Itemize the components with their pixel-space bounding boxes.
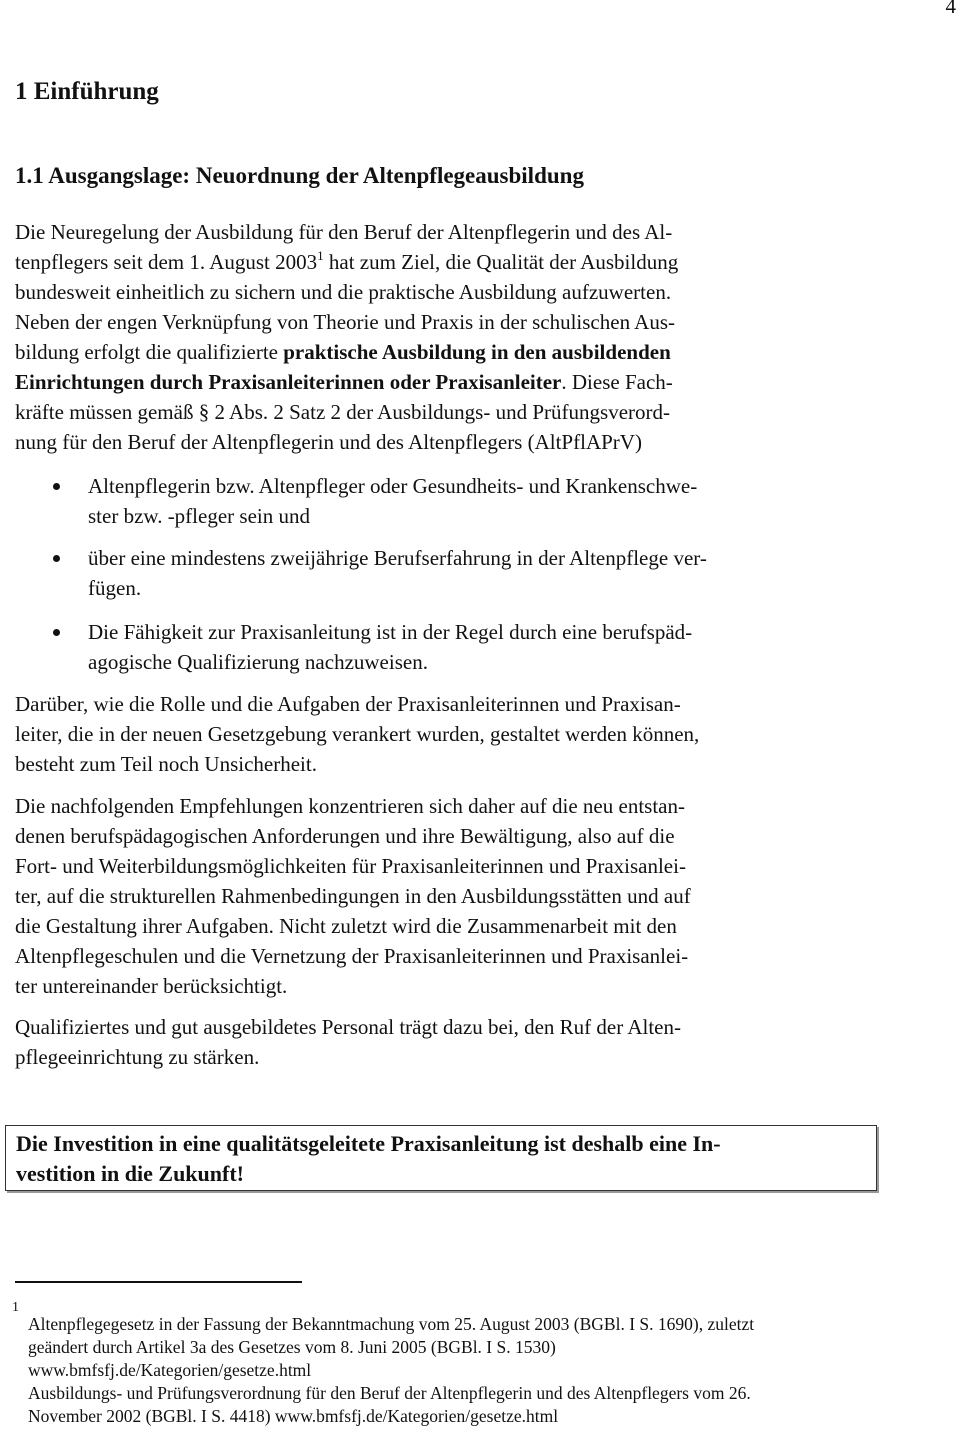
text-run: hat zum Ziel, die Qualität der Ausbildung	[323, 250, 679, 274]
text-line	[15, 247, 678, 277]
bullet-line: Die Fähigkeit zur Praxisanleitung ist in der Regel durch eine berufspäd-	[88, 620, 693, 644]
text-run: besteht zum Teil noch Unsicherheit.	[15, 752, 317, 776]
footnote-line: November 2002 (BGBl. I S. 4418) www.bmfsfj.de/Kategorien/gesetze.html	[28, 1406, 559, 1426]
text-run: ter untereinander berücksichtigt.	[15, 974, 288, 998]
text-line	[15, 941, 691, 971]
text-line	[15, 397, 678, 427]
text-line	[15, 851, 691, 881]
callout-line: Die Investition in eine qualitätsgeleitete Praxisanleitung ist deshalb eine In-	[16, 1131, 721, 1156]
paragraph	[15, 791, 691, 1001]
text-line	[15, 749, 699, 779]
text-line	[15, 217, 678, 247]
text-run: bildung erfolgt die qualifizierte	[15, 340, 284, 364]
bullet-line: über eine mindestens zweijährige Berufserfahrung in der Altenpflege ver-	[88, 546, 707, 570]
bullet-line: agogische Qualifizierung nachzuweisen.	[88, 650, 428, 674]
paragraph	[15, 1012, 681, 1072]
text-run: kräfte müssen gemäß § 2 Abs. 2 Satz 2 der Ausbildungs- und Prüfungsverord-	[15, 400, 670, 424]
chapter-heading: 1 Einführung	[15, 78, 159, 105]
bullet-icon	[53, 555, 60, 562]
text-line	[15, 881, 691, 911]
footnote	[28, 1313, 754, 1428]
bullet-icon	[53, 483, 60, 490]
bullet-icon	[53, 629, 60, 636]
section-heading: 1.1 Ausgangslage: Neuordnung der Altenpflegeausbildung	[15, 163, 584, 188]
text-run: Darüber, wie die Rolle und die Aufgaben der Praxisanleiterinnen und Praxisan-	[15, 692, 681, 716]
text-run: Altenpflegeschulen und die Vernetzung der Praxisanleiterinnen und Praxisanlei-	[15, 944, 689, 968]
bullet-line: Altenpflegerin bzw. Altenpfleger oder Gesundheits- und Krankenschwe-	[88, 474, 698, 498]
text-run: bundesweit einheitlich zu sichern und die praktische Ausbildung aufzuwerten.	[15, 280, 672, 304]
text-line	[15, 1042, 681, 1072]
text-line	[15, 367, 678, 397]
text-run: leiter, die in der neuen Gesetzgebung verankert wurden, gestaltet werden können,	[15, 722, 700, 746]
text-line	[15, 719, 699, 749]
callout-line: vestition in die Zukunft!	[16, 1161, 244, 1186]
text-run: denen berufspädagogischen Anforderungen und ihre Bewältigung, also auf die	[15, 824, 675, 848]
text-run: Neben der engen Verknüpfung von Theorie und Praxis in der schulischen Aus-	[15, 310, 675, 334]
footnote-line: Altenpflegegesetz in der Fassung der Bekanntmachung vom 25. August 2003 (BGBl. I S. 1690), zuletzt	[28, 1314, 755, 1334]
text-run: die Gestaltung ihrer Aufgaben. Nicht zuletzt wird die Zusammenarbeit mit den	[15, 914, 677, 938]
text-line	[15, 911, 691, 941]
paragraph	[15, 217, 678, 457]
page-number: 4	[945, 0, 956, 18]
callout-text	[16, 1129, 721, 1189]
footnote-separator	[15, 1281, 302, 1283]
text-run: . Diese Fach-	[561, 370, 673, 394]
bold-text: praktische Ausbildung in den ausbildenden	[283, 340, 671, 364]
bullet-item	[88, 471, 697, 531]
text-line	[15, 821, 691, 851]
footnote-line: geändert durch Artikel 3a des Gesetzes vom 8. Juni 2005 (BGBl. I S. 1530)	[28, 1337, 556, 1357]
text-run: Fort- und Weiterbildungsmöglichkeiten für Praxisanleiterinnen und Praxisanlei-	[15, 854, 686, 878]
footnote-line: www.bmfsfj.de/Kategorien/gesetze.html	[28, 1360, 312, 1380]
text-run: pflegeeinrichtung zu stärken.	[15, 1045, 260, 1069]
callout-box	[5, 1125, 877, 1191]
text-line	[15, 791, 691, 821]
text-line	[15, 971, 691, 1001]
bold-text: Einrichtungen durch Praxisanleiterinnen oder Praxisanleiter	[15, 370, 562, 394]
text-line	[15, 277, 678, 307]
text-line	[15, 427, 678, 457]
bullet-line: ster bzw. -pfleger sein und	[88, 504, 310, 528]
paragraph	[15, 689, 699, 779]
text-run: nung für den Beruf der Altenpflegerin und des Altenpflegers (AltPflAPrV)	[15, 430, 642, 454]
text-line	[15, 337, 678, 367]
footnote-mark: 1	[12, 1300, 19, 1315]
text-run: Qualifiziertes und gut ausgebildetes Personal trägt dazu bei, den Ruf der Alten-	[15, 1015, 681, 1039]
text-line	[15, 307, 678, 337]
text-line	[15, 1012, 681, 1042]
text-line	[15, 689, 699, 719]
text-run: ter, auf die strukturellen Rahmenbedingungen in den Ausbildungsstätten und auf	[15, 884, 691, 908]
bullet-item	[88, 543, 707, 603]
footnote-reference: 1	[317, 248, 324, 263]
text-run: Die Neuregelung der Ausbildung für den Beruf der Altenpflegerin und des Al-	[15, 220, 673, 244]
footnote-line: Ausbildungs- und Prüfungsverordnung für den Beruf der Altenpflegerin und des Altenpflegers vom 26.	[28, 1383, 751, 1403]
bullet-item	[88, 617, 692, 677]
bullet-line: fügen.	[88, 576, 142, 600]
text-run: tenpflegers seit dem 1. August 2003	[15, 250, 318, 274]
text-run: Die nachfolgenden Empfehlungen konzentrieren sich daher auf die neu entstan-	[15, 794, 685, 818]
